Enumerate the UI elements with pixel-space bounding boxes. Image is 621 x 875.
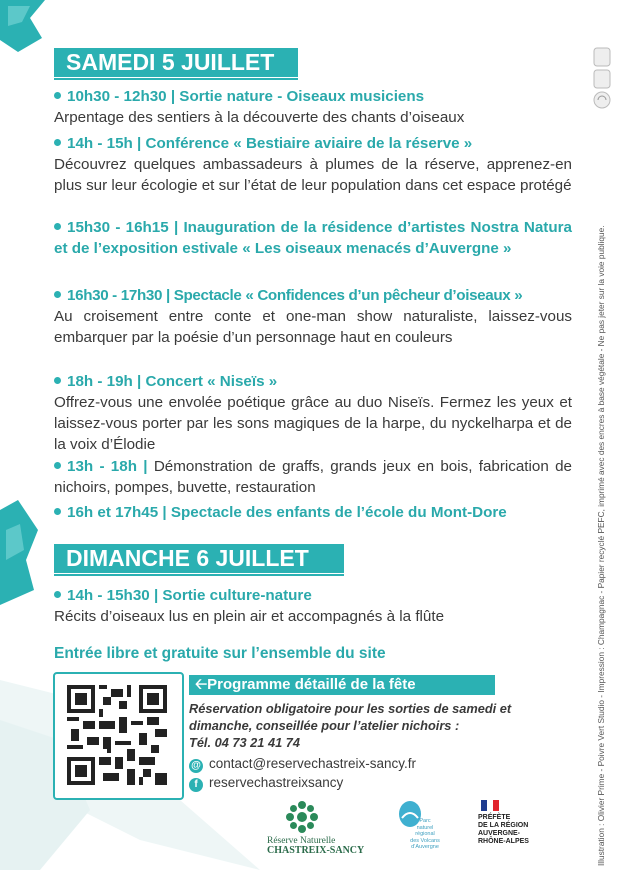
bullet-icon: [54, 591, 61, 598]
reservation-info: Réservation obligatoire pour les sorties de samedi et dimanche, conseillée pour l’atelier nichoirs : Tél. 04 73 21 41 74: [189, 701, 512, 750]
event-item: 14h - 15h | Conférence « Bestiaire aviaire de la réserve » Découvrez quelques ambassadeurs à plumes de la réserve, apprenez-en plus sur leur écologie et sur l’état de leur population dans cet espace protégé: [54, 135, 572, 194]
arrow-left-icon: 🡠: [195, 676, 208, 693]
facebook-contact[interactable]: f reservechastreixsancy: [189, 774, 343, 792]
saturday-header: SAMEDI 5 JUILLET: [54, 48, 298, 77]
event-item: 16h et 17h45 | Spectacle des enfants de l’école du Mont-Dore: [54, 502, 572, 523]
qr-code-frame: [53, 672, 184, 800]
email-contact[interactable]: @ contact@reservechastreix-sancy.fr: [189, 755, 416, 773]
event-item: 15h30 - 16h15 | Inauguration de la résidence d’artistes Nostra Natura et de l’exposition estivale « Les oiseaux menacés d’Auvergne »: [54, 219, 572, 257]
program-link[interactable]: 🡠Programme détaillé de la fête: [189, 675, 495, 695]
credits-text: Illustration : Olivier Prime - Poivre Vert Studio - Impression : Champagnac - Papier recyclé PEFC, imprimé avec des encres à base végétale - Ne pas jeter sur la voie publique.: [596, 225, 606, 866]
parc-volcans-label: Parc naturel régional des Volcans d’Auvergne: [410, 818, 440, 850]
bullet-icon: [54, 92, 61, 99]
qr-code-icon[interactable]: [67, 685, 167, 785]
bullet-icon: [54, 291, 61, 298]
recycle-paper-icon: [592, 46, 612, 110]
event-item: 16h30 - 17h30 | Spectacle « Confidences d’un pêcheur d’oiseaux » Au croisement entre conte et one-man show naturaliste, laissez-vous embarquer par la poésie d’un personnage haut en couleurs: [54, 287, 572, 346]
free-entry-note: Entrée libre et gratuite sur l’ensemble du site: [54, 645, 386, 662]
event-item: 18h - 19h | Concert « Niseïs » Offrez-vous une envolée poétique grâce au duo Niseïs. Fermez les yeux et laissez-vous porter par les sons magiques de la harpe, du nyckelharpa et de la voix d’Élodie: [54, 373, 572, 453]
reserve-naturelle-logo: [285, 800, 319, 834]
event-item: 13h - 18h | Démonstration de graffs, grands jeux en bois, fabrication de nichoirs, pompes, buvette, restauration: [54, 458, 572, 496]
facebook-icon: f: [189, 778, 203, 792]
event-item: 14h - 15h30 | Sortie culture-nature Récits d’oiseaux lus en plein air et accompagnés à la flûte: [54, 587, 445, 625]
side-decoration-left: [0, 500, 40, 610]
at-sign-icon: @: [189, 759, 203, 773]
bullet-icon: [54, 223, 61, 230]
bullet-icon: [54, 508, 61, 515]
event-item: 10h30 - 12h30 | Sortie nature - Oiseaux musiciens Arpentage des sentiers à la découverte des chants d’oiseaux: [54, 88, 465, 126]
sunday-header: DIMANCHE 6 JUILLET: [54, 544, 344, 573]
reserve-naturelle-label: Réserve Naturelle CHASTREIX-SANCY: [267, 836, 365, 856]
phone-number: Tél. 04 73 21 41 74: [189, 735, 300, 750]
french-flag-icon: [481, 800, 499, 811]
bullet-icon: [54, 377, 61, 384]
prefecture-label: PRÉFÈTE DE LA RÉGION AUVERGNE- RHÔNE-ALPES: [478, 814, 529, 845]
bullet-icon: [54, 462, 61, 469]
bullet-icon: [54, 139, 61, 146]
